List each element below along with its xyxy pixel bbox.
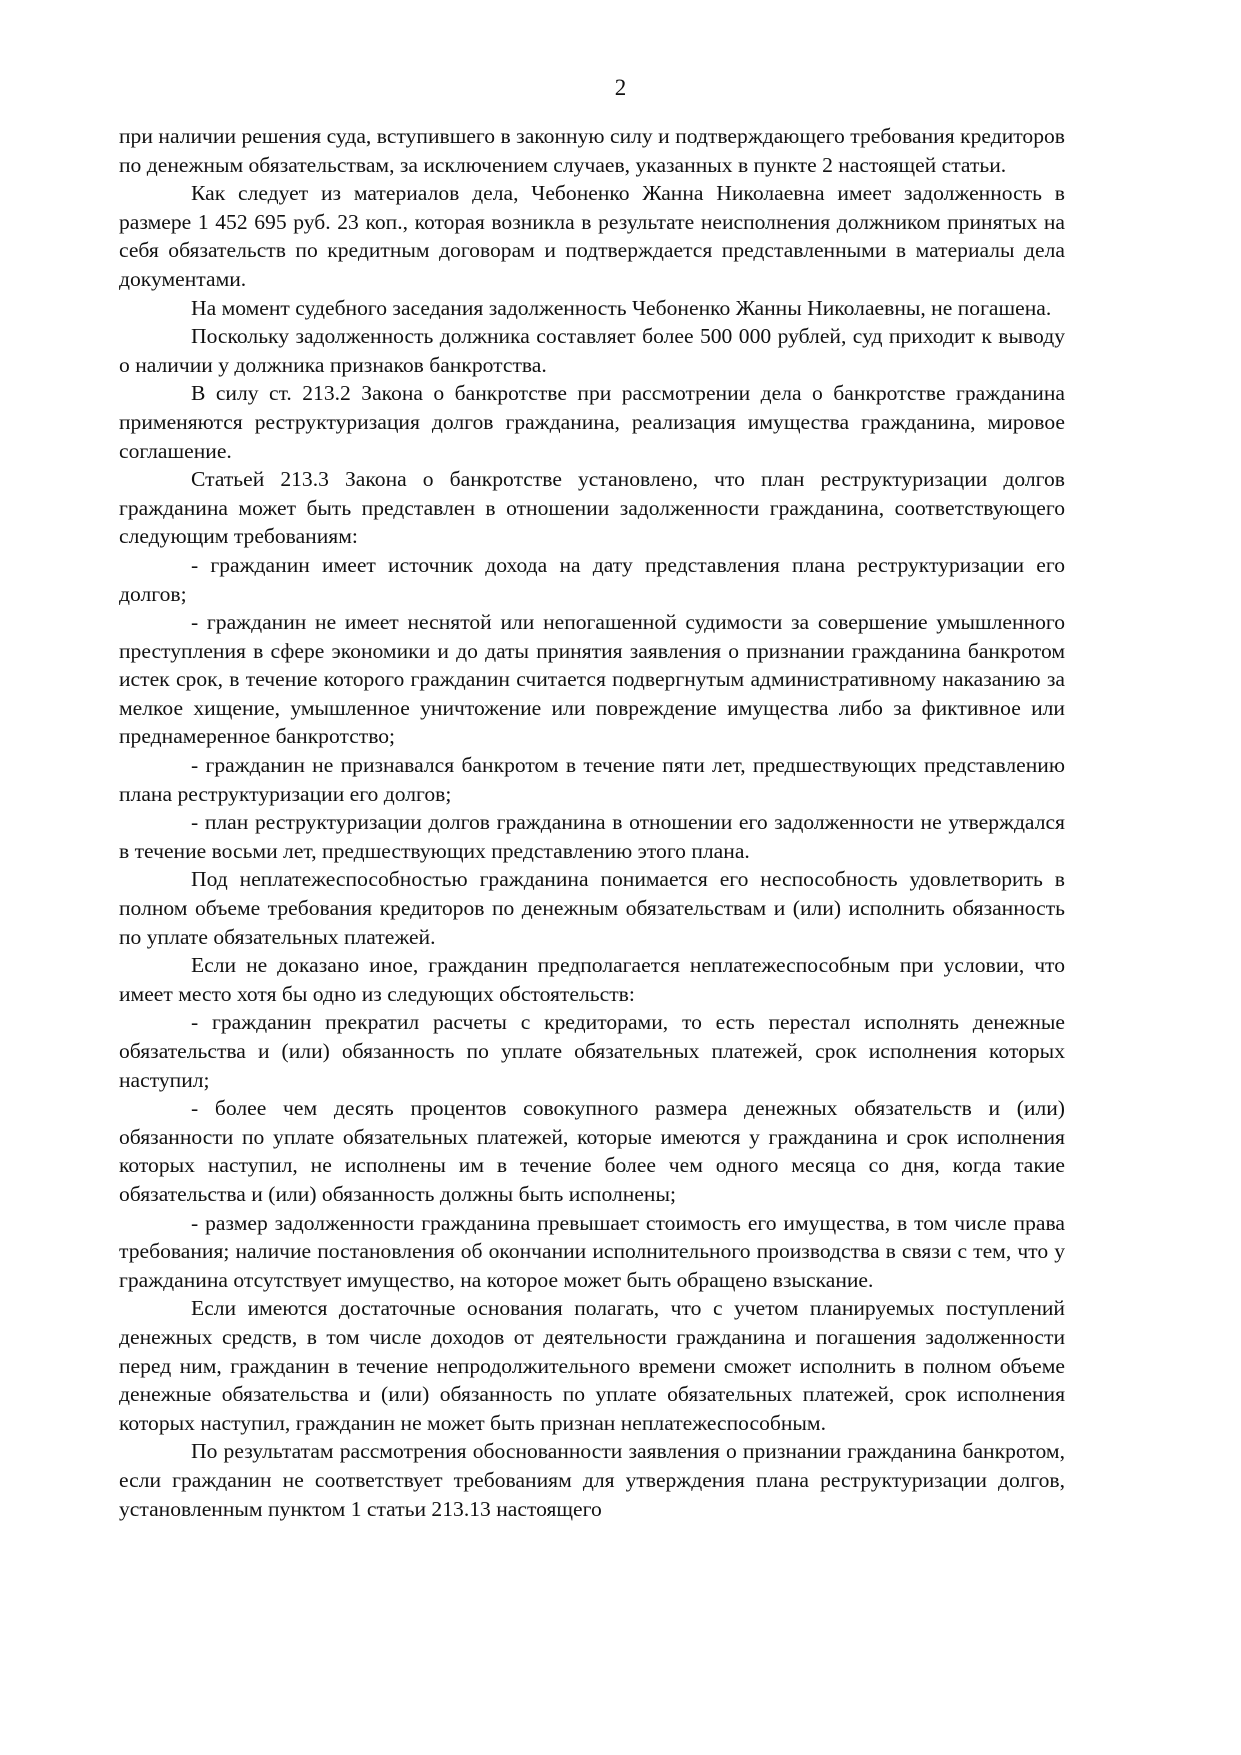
paragraph: Под неплатежеспособностью гражданина понимается его неспособность удовлетворить в полном объеме требования кредиторов по денежным обязательствам и (или) исполнить обязанность по уплате обязательных платежей. [119, 867, 1065, 949]
list-item: - план реструктуризации долгов гражданина в отношении его задолженности не утверждался в течение восьми лет, предшествующих представлению этого плана. [119, 810, 1065, 863]
list-item: - более чем десять процентов совокупного размера денежных обязательств и (или) обязанности по уплате обязательных платежей, которые имеются у гражданина и срок исполнения которых наступил, не исполнены им в течение более чем одного месяца со дня, когда такие обязательства и (или) обязанность должны быть исполнены; [119, 1096, 1065, 1206]
paragraph: при наличии решения суда, вступившего в законную силу и подтверждающего требования кредиторов по денежным обязательствам, за исключением случаев, указанных в пункте 2 настоящей статьи. [119, 124, 1065, 177]
paragraph: Как следует из материалов дела, Чебоненко Жанна Николаевна имеет задолженность в размере 1 452 695 руб. 23 коп., которая возникла в результате неисполнения должником принятых на себя обязательств по кредитным договорам и подтверждается представленными в материалы дела документами. [119, 181, 1065, 291]
document-body [119, 122, 1065, 1523]
list-item: - гражданин имеет источник дохода на дату представления плана реструктуризации его долгов; [119, 552, 1065, 606]
paragraph: По результатам рассмотрения обоснованности заявления о признании гражданина банкротом, если гражданин не соответствует требованиям для утверждения плана реструктуризации долгов, установленным пунктом 1 статьи 213.13 настоящего [119, 1439, 1065, 1521]
paragraph: Поскольку задолженность должника составляет более 500 000 рублей, суд приходит к выводу о наличии у должника признаков банкротства. [119, 324, 1065, 377]
list-item: - гражданин не имеет неснятой или непогашенной судимости за совершение умышленного преступления в сфере экономики и до даты принятия заявления о признании гражданина банкротом истек срок, в течение которого гражданин считается подвергнутым административному наказанию за мелкое хищение, умышленное уничтожение или повреждение имущества либо за фиктивное или преднамеренное банкротство; [119, 610, 1065, 749]
paragraph: Если не доказано иное, гражданин предполагается неплатежеспособным при условии, что имеет место хотя бы одно из следующих обстоятельств: [119, 953, 1065, 1006]
list-item: - гражданин прекратил расчеты с кредиторами, то есть перестал исполнять денежные обязательства и (или) обязанность по уплате обязательных платежей, срок исполнения которых наступил; [119, 1010, 1065, 1092]
page-number: 2 [614, 75, 627, 100]
paragraph: Статьей 213.3 Закона о банкротстве установлено, что план реструктуризации долгов гражданина может быть представлен в отношении задолженности гражданина, соответствующего следующим требованиям: [119, 467, 1065, 549]
paragraph: В силу ст. 213.2 Закона о банкротстве при рассмотрении дела о банкротстве гражданина применяются реструктуризация долгов гражданина, реализация имущества гражданина, мировое соглашение. [119, 381, 1065, 463]
list-item: - гражданин не признавался банкротом в течение пяти лет, предшествующих представлению плана реструктуризации его долгов; [119, 753, 1065, 806]
paragraph: На момент судебного заседания задолженность Чебоненко Жанны Николаевны, не погашена. [191, 295, 1052, 320]
list-item: - размер задолженности гражданина превышает стоимость его имущества, в том числе права требования; наличие постановления об окончании исполнительного производства в связи с тем, что у гражданина отсутствует имущество, на которое может быть обращено взыскание. [119, 1210, 1065, 1292]
paragraph: Если имеются достаточные основания полагать, что с учетом планируемых поступлений денежных средств, в том числе доходов от деятельности гражданина и погашения задолженности перед ним, гражданин в течение непродолжительного времени сможет исполнить в полном объеме денежные обязательства и (или) обязанность по уплате обязательных платежей, срок исполнения которых наступил, гражданин не может быть признан неплатежеспособным. [119, 1296, 1065, 1435]
